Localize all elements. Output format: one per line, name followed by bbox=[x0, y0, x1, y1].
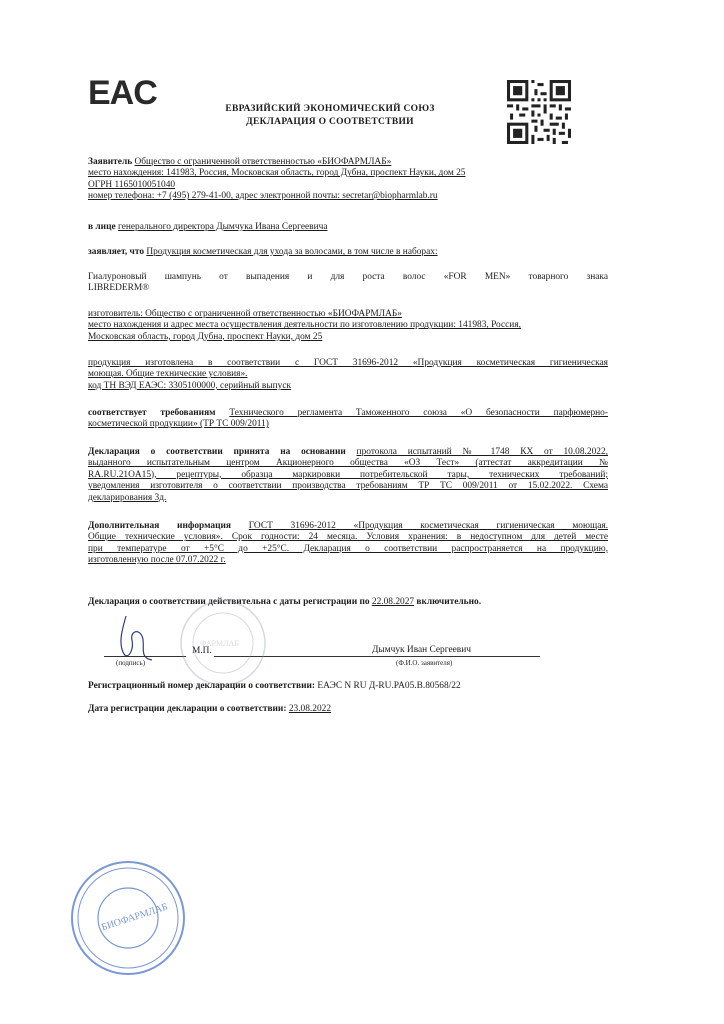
basis-line-2: выданного испытательным центром Акционерного общества «ОЗ Тест» (аттестат аккредитации № bbox=[88, 458, 608, 469]
stamp-text: БИОФАРМЛАБ bbox=[100, 901, 170, 934]
basis-section bbox=[88, 447, 608, 504]
applicant-label: Заявитель bbox=[88, 157, 133, 167]
basis-line-4: уведомления изготовителя о соответствии производства требованиям ТР ТС 009/2011 от 15.02.2022. Схема bbox=[88, 481, 608, 492]
name-caption: (Ф.И.О. заявителя) bbox=[396, 659, 453, 667]
signature-line bbox=[104, 656, 186, 657]
standard-line-1: продукция изготовлена в соответствии с ГОСТ 31696-2012 «Продукция косметическая гигиеническая bbox=[88, 358, 608, 368]
document-title: ДЕКЛАРАЦИЯ О СООТВЕТСТВИИ bbox=[246, 117, 414, 127]
registration-number: ЕАЭС N RU Д-RU.PA05.B.80568/22 bbox=[317, 681, 461, 691]
standard-line-2: моющая. Общие технические условия». bbox=[88, 369, 248, 380]
svg-text:ФАРМЛАБ: ФАРМЛАБ bbox=[200, 639, 239, 648]
basis-line-5: декларирования 3д. bbox=[88, 492, 167, 503]
document-header bbox=[175, 103, 485, 129]
basis-line-3: RA.RU.21OA15), рецептуры, образца маркировки потребительской тары, технических требований; bbox=[88, 469, 608, 480]
represented-prefix: в лице bbox=[88, 222, 116, 232]
company-stamp bbox=[68, 858, 188, 978]
validity-section bbox=[88, 597, 608, 608]
registration-date-row bbox=[88, 704, 608, 715]
additional-line-2: Общие технические условия». Срок годности: 24 месяца. Условия хранения: в недоступном для детей месте bbox=[88, 532, 608, 543]
representative: генерального директора Дымчука Ивана Сергеевича bbox=[117, 222, 328, 232]
signature-caption: (подпись) bbox=[116, 659, 146, 667]
conformity-label: соответствует требованиям bbox=[88, 408, 216, 418]
registration-number-row bbox=[88, 681, 608, 692]
validity-date: 22.08.2027 bbox=[371, 597, 415, 607]
applicant-address: место нахождения: 141983, Россия, Московская область, город Дубна, проспект Науки, дом 25 bbox=[88, 168, 466, 179]
hs-code: код ТН ВЭД ЕАЭС: 3305100000, серийный выпуск bbox=[88, 380, 292, 391]
registration-number-label: Регистрационный номер декларации о соответствии: bbox=[88, 681, 316, 691]
regulation-line-1: Технического регламента Таможенного союза «О безопасности парфюмерно- bbox=[229, 408, 608, 418]
additional-line-1: ГОСТ 31696-2012 «Продукция косметическая гигиеническая моющая. bbox=[248, 521, 609, 531]
eac-logo: EAC bbox=[88, 74, 157, 112]
manufacturer-address-1: место нахождения и адрес места осуществления деятельности по изготовлению продукции: 141983, Россия, bbox=[88, 320, 521, 331]
product-description bbox=[88, 272, 608, 295]
validity-text: Декларация о соответствии действительна с даты регистрации по bbox=[88, 597, 370, 607]
represented-by bbox=[88, 222, 608, 233]
applicant-name: Общество с ограниченной ответственностью «БИОФАРМЛАБ» bbox=[134, 157, 392, 167]
stamp-place-label: М.П. bbox=[192, 646, 212, 656]
manufacturer-name: изготовитель: Общество с ограниченной ответственностью «БИОФАРМЛАБ» bbox=[88, 309, 402, 319]
declared-product-group: Продукция косметическая для ухода за волосами, в том числе в наборах: bbox=[146, 247, 438, 257]
qr-code-icon bbox=[507, 80, 571, 144]
additional-info-section bbox=[88, 521, 608, 567]
standard-section bbox=[88, 358, 608, 392]
conformity-section bbox=[88, 408, 608, 431]
product-line-2: LIBREDERM® bbox=[88, 283, 150, 294]
declares-section bbox=[88, 247, 608, 258]
applicant-section bbox=[88, 157, 608, 203]
regulation-line-2: косметической продукции» (ТР ТС 009/2011) bbox=[88, 419, 269, 430]
manufacturer-section bbox=[88, 309, 608, 343]
registration-date-label: Дата регистрации декларации о соответствии: bbox=[88, 704, 287, 714]
basis-line-1: протокола испытаний № 1748 КХ от 10.08.2022, bbox=[356, 447, 608, 457]
manufacturer-address-2: Московская область, город Дубна, проспект Науки, дом 25 bbox=[88, 331, 323, 342]
faint-company-stamp bbox=[178, 598, 268, 688]
union-title: ЕВРАЗИЙСКИЙ ЭКОНОМИЧЕСКИЙ СОЮЗ bbox=[225, 104, 435, 114]
additional-line-4: изготовленную после 07.07.2022 г. bbox=[88, 555, 226, 566]
applicant-ogrn: ОГРН 1165010051040 bbox=[88, 179, 176, 190]
applicant-contacts: номер телефона: +7 (495) 279-41-00, адрес электронной почты: secretar@biopharmlab.ru bbox=[88, 191, 438, 202]
additional-label: Дополнительная информация bbox=[88, 521, 231, 531]
additional-line-3: при температуре от +5°С до +25°С. Декларация о соответствии распространяется на продукцию, bbox=[88, 543, 608, 554]
declares-label: заявляет, что bbox=[88, 247, 145, 257]
basis-label: Декларация о соответствии принята на основании bbox=[88, 447, 346, 457]
signatory-name: Дымчук Иван Сергеевич bbox=[372, 645, 471, 655]
registration-date: 23.08.2022 bbox=[288, 704, 331, 714]
product-line-1: Гиалуроновый шампунь от выпадения и для роста волос «FOR MEN» товарного знака bbox=[88, 272, 608, 282]
validity-suffix: включительно. bbox=[416, 597, 482, 607]
